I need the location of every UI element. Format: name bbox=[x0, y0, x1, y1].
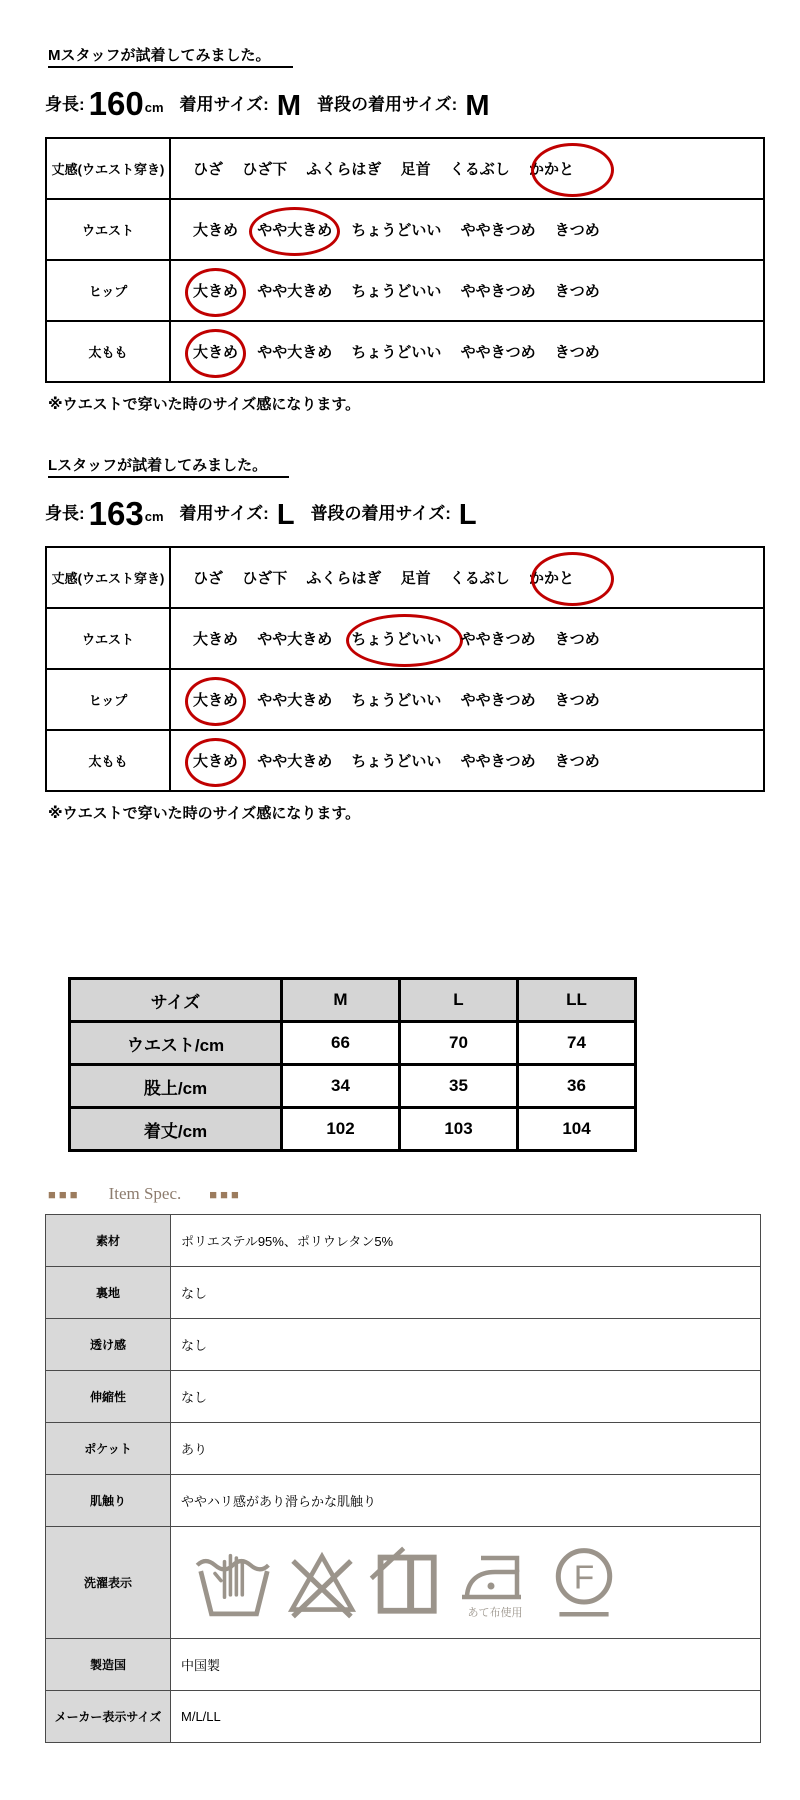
fit-option-circled: 大きめ bbox=[193, 689, 238, 710]
fit-row-label: ヒップ bbox=[46, 669, 170, 730]
fit-option: ややきつめ bbox=[460, 282, 536, 300]
fit-option-circled: 大きめ bbox=[193, 341, 238, 362]
spec-row-value: 中国製 bbox=[171, 1639, 761, 1691]
item-spec-table bbox=[45, 1214, 761, 1743]
dry-clean-f-icon bbox=[547, 1545, 621, 1621]
fit-row-label: 太もも bbox=[46, 730, 170, 791]
item-spec-header bbox=[48, 1184, 800, 1204]
iron-low-icon bbox=[453, 1546, 537, 1620]
decorative-squares-right: ■■■ bbox=[209, 1186, 242, 1202]
spec-row-maker-size bbox=[46, 1691, 761, 1743]
spec-row-label: 素材 bbox=[46, 1215, 171, 1267]
fit-option: くるぶし bbox=[449, 570, 510, 588]
spec-row-label: 肌触り bbox=[46, 1475, 171, 1527]
spec-row-label: 裏地 bbox=[46, 1267, 171, 1319]
fit-row-options bbox=[170, 321, 764, 382]
fit-row-label: ウエスト bbox=[46, 199, 170, 260]
do-not-bleach-icon bbox=[285, 1545, 359, 1621]
size-chart-row-rise bbox=[70, 1065, 636, 1108]
fit-option: 大きめ bbox=[193, 631, 239, 649]
size-chart-row-waist bbox=[70, 1022, 636, 1065]
size-chart-header-cell: LL bbox=[518, 979, 636, 1022]
spec-row-stretch bbox=[46, 1371, 761, 1423]
fit-row-waist bbox=[46, 199, 764, 260]
dry-clean-f-letter: F bbox=[573, 1559, 595, 1597]
care-symbols bbox=[181, 1541, 759, 1625]
size-chart-value: 103 bbox=[400, 1108, 518, 1151]
height-value: 163 bbox=[88, 494, 144, 532]
size-chart-value: 74 bbox=[518, 1022, 636, 1065]
spec-row-value: なし bbox=[171, 1267, 761, 1319]
spec-row-country bbox=[46, 1639, 761, 1691]
spec-row-value: ややハリ感があり滑らかな肌触り bbox=[171, 1475, 761, 1527]
l-section-heading-text: Lスタッフが試着してみました。 bbox=[48, 457, 289, 478]
size-chart-row-label: 股上/cm bbox=[70, 1065, 282, 1108]
fit-option-circled: やや大きめ bbox=[257, 219, 332, 240]
fit-option: ややきつめ bbox=[460, 692, 536, 710]
fit-option: ふくらはぎ bbox=[306, 570, 382, 588]
fit-option: くるぶし bbox=[449, 160, 510, 178]
fit-option: ふくらはぎ bbox=[306, 160, 382, 178]
spec-row-label: ポケット bbox=[46, 1423, 171, 1475]
size-chart-row-label: ウエスト/cm bbox=[70, 1022, 282, 1065]
worn-size-value: M bbox=[276, 89, 302, 122]
fit-option-circled: ちょうどいい bbox=[351, 628, 441, 649]
fit-option: 足首 bbox=[400, 570, 431, 588]
fit-row-label: 太もも bbox=[46, 321, 170, 382]
size-chart-header-cell: M bbox=[282, 979, 400, 1022]
l-fit-table bbox=[45, 546, 765, 792]
m-size-note: ※ウエストで穿いた時のサイズ感になります。 bbox=[48, 395, 361, 413]
fit-option-circled: 大きめ bbox=[193, 280, 238, 301]
fit-option: きつめ bbox=[554, 692, 600, 710]
size-chart-value: 70 bbox=[400, 1022, 518, 1065]
fit-option-circled: かかと bbox=[529, 567, 574, 588]
worn-size-label: 着用サイズ: bbox=[179, 94, 269, 114]
line-dry-in-shade-icon bbox=[369, 1545, 443, 1621]
spec-row-texture bbox=[46, 1475, 761, 1527]
fit-option: 大きめ bbox=[193, 221, 239, 239]
fit-option: きつめ bbox=[554, 753, 600, 771]
hand-wash-icon bbox=[193, 1545, 275, 1621]
spec-row-value: M/L/LL bbox=[171, 1691, 761, 1743]
size-chart-header-row bbox=[70, 979, 636, 1022]
size-chart-value: 66 bbox=[282, 1022, 400, 1065]
fit-option: やや大きめ bbox=[257, 692, 333, 710]
care-symbols-cell bbox=[171, 1527, 761, 1639]
fit-row-options bbox=[170, 608, 764, 669]
m-section-heading bbox=[0, 0, 800, 65]
height-label: 身長: bbox=[45, 504, 85, 524]
size-chart-value: 104 bbox=[518, 1108, 636, 1151]
fit-option: やや大きめ bbox=[257, 753, 333, 771]
size-chart-value: 102 bbox=[282, 1108, 400, 1151]
fit-row-options bbox=[170, 138, 764, 199]
spec-row-label: メーカー表示サイズ bbox=[46, 1691, 171, 1743]
spec-row-label: 洗濯表示 bbox=[46, 1527, 171, 1639]
fit-option: ややきつめ bbox=[460, 753, 536, 771]
size-chart-row-label: 着丈/cm bbox=[70, 1108, 282, 1151]
fit-option: きつめ bbox=[554, 343, 600, 361]
fit-row-options bbox=[170, 199, 764, 260]
fit-option: やや大きめ bbox=[257, 282, 333, 300]
size-chart-value: 34 bbox=[282, 1065, 400, 1108]
fit-row-options bbox=[170, 730, 764, 791]
usual-size-label: 普段の着用サイズ: bbox=[310, 504, 451, 524]
fit-row-length bbox=[46, 547, 764, 608]
fit-option: きつめ bbox=[554, 282, 600, 300]
height-unit: cm bbox=[144, 99, 164, 115]
spec-row-value: なし bbox=[171, 1319, 761, 1371]
fit-row-options bbox=[170, 260, 764, 321]
spec-row-label: 透け感 bbox=[46, 1319, 171, 1371]
fit-option: ちょうどいい bbox=[351, 753, 442, 771]
fit-option: 足首 bbox=[400, 160, 431, 178]
spec-row-sheerness bbox=[46, 1319, 761, 1371]
fit-row-thigh bbox=[46, 730, 764, 791]
iron-caption: あて布使用 bbox=[467, 1606, 523, 1619]
fit-option: やや大きめ bbox=[257, 631, 333, 649]
fit-row-hip bbox=[46, 669, 764, 730]
fit-option-circled: かかと bbox=[529, 158, 574, 179]
spec-row-lining bbox=[46, 1267, 761, 1319]
height-value: 160 bbox=[88, 85, 144, 122]
fit-row-label: 丈感(ウエスト穿き) bbox=[46, 138, 170, 199]
spec-row-label: 伸縮性 bbox=[46, 1371, 171, 1423]
spec-row-label: 製造国 bbox=[46, 1639, 171, 1691]
spec-row-value: あり bbox=[171, 1423, 761, 1475]
height-label: 身長: bbox=[45, 94, 85, 114]
size-chart-row-length bbox=[70, 1108, 636, 1151]
fit-row-label: ヒップ bbox=[46, 260, 170, 321]
spec-row-value: なし bbox=[171, 1371, 761, 1423]
spec-row-care-symbols bbox=[46, 1527, 761, 1639]
fit-option: やや大きめ bbox=[257, 343, 333, 361]
fit-row-label: ウエスト bbox=[46, 608, 170, 669]
fit-row-options bbox=[170, 669, 764, 730]
fit-row-thigh bbox=[46, 321, 764, 382]
m-staff-info-line bbox=[45, 85, 800, 122]
l-section-heading bbox=[0, 414, 800, 475]
fit-option: きつめ bbox=[554, 631, 600, 649]
l-staff-info-line bbox=[45, 494, 800, 532]
decorative-squares-left: ■■■ bbox=[48, 1186, 81, 1202]
fit-option-circled: 大きめ bbox=[193, 750, 238, 771]
height-unit: cm bbox=[144, 509, 164, 525]
item-spec-title: Item Spec. bbox=[108, 1184, 182, 1204]
fit-option: ちょうどいい bbox=[351, 692, 442, 710]
size-chart-header-cell: サイズ bbox=[70, 979, 282, 1022]
fit-option: きつめ bbox=[554, 221, 600, 239]
fit-option: ちょうどいい bbox=[351, 343, 442, 361]
m-fit-table bbox=[45, 137, 765, 383]
size-chart-value: 35 bbox=[400, 1065, 518, 1108]
spec-row-pocket bbox=[46, 1423, 761, 1475]
fit-option: ややきつめ bbox=[460, 343, 536, 361]
size-chart-header-cell: L bbox=[400, 979, 518, 1022]
usual-size-label: 普段の着用サイズ: bbox=[317, 94, 458, 114]
worn-size-label: 着用サイズ: bbox=[179, 504, 269, 524]
fit-row-hip bbox=[46, 260, 764, 321]
size-chart-value: 36 bbox=[518, 1065, 636, 1108]
spec-row-value: ポリエステル95%、ポリウレタン5% bbox=[171, 1215, 761, 1267]
worn-size-value: L bbox=[276, 499, 295, 532]
usual-size-value: M bbox=[465, 89, 490, 122]
fit-option: ちょうどいい bbox=[351, 282, 442, 300]
fit-row-label: 丈感(ウエスト穿き) bbox=[46, 547, 170, 608]
fit-row-options bbox=[170, 547, 764, 608]
size-chart-table bbox=[68, 977, 637, 1152]
fit-option: ひざ下 bbox=[242, 570, 288, 588]
fit-option: ちょうどいい bbox=[351, 221, 442, 239]
l-size-note: ※ウエストで穿いた時のサイズ感になります。 bbox=[48, 805, 361, 823]
fit-option: ややきつめ bbox=[460, 221, 536, 239]
m-section-heading-text: Mスタッフが試着してみました。 bbox=[48, 47, 293, 68]
fit-option: ひざ下 bbox=[242, 160, 288, 178]
fit-option: ひざ bbox=[193, 570, 224, 588]
usual-size-value: L bbox=[458, 499, 477, 532]
fit-row-length bbox=[46, 138, 764, 199]
fit-option: ひざ bbox=[193, 160, 224, 178]
spec-row-material bbox=[46, 1215, 761, 1267]
fit-option: ややきつめ bbox=[460, 631, 536, 649]
fit-row-waist bbox=[46, 608, 764, 669]
